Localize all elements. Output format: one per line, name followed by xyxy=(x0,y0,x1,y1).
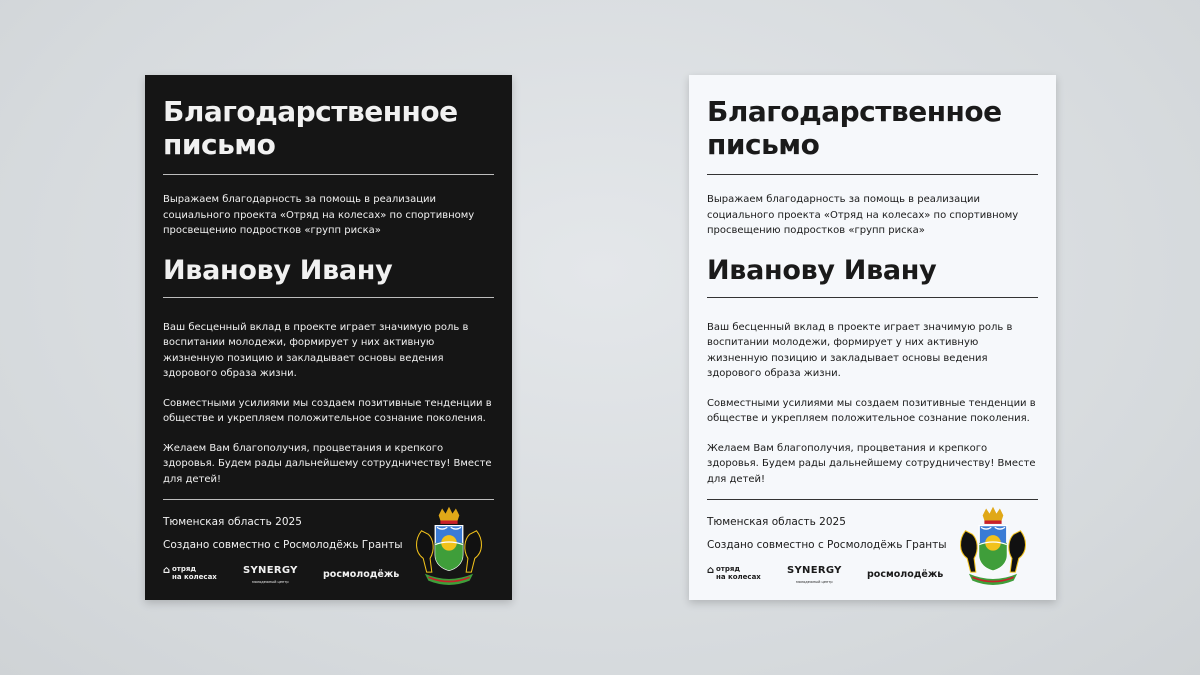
region-year: Тюменская область 2025 xyxy=(707,516,846,528)
divider xyxy=(163,174,494,175)
letter-card-dark xyxy=(145,75,512,600)
partner-logos xyxy=(707,565,944,584)
rosmolodezh-logo: росмолодёжь xyxy=(323,569,400,580)
region-year: Тюменская область 2025 xyxy=(163,516,302,528)
divider xyxy=(163,297,494,298)
letter-card-light xyxy=(689,75,1056,600)
letter-intro: Выражаем благодарность за помощь в реализации социального проекта «Отряд на колесах» по спортивному просвещению подростков «групп риска» xyxy=(707,194,1019,236)
letter-paragraph: Совместными усилиями мы создаем позитивные тенденции в обществе и укрепляем положительное сознание поколения. xyxy=(163,397,492,424)
partner-line: Создано совместно с Росмолодёжь Гранты xyxy=(163,539,403,551)
letter-paragraph: Совместными усилиями мы создаем позитивные тенденции в обществе и укрепляем положительное сознание поколения. xyxy=(707,397,1036,424)
divider xyxy=(707,174,1038,175)
letter-title: Благодарственное письмо xyxy=(707,95,1002,161)
letter-paragraph: Ваш бесценный вклад в проекте играет значимую роль в воспитании молодежи, формирует у них активную жизненную позицию и закладывает основы ведения здорового образа жизни. xyxy=(163,321,469,379)
rosmolodezh-logo: росмолодёжь xyxy=(867,569,944,580)
tyumen-coat-of-arms-icon xyxy=(406,505,492,591)
divider xyxy=(707,297,1038,298)
letter-intro: Выражаем благодарность за помощь в реализации социального проекта «Отряд на колесах» по спортивному просвещению подростков «групп риска» xyxy=(163,194,475,236)
otryad-mark-icon: ⌂ xyxy=(707,565,715,576)
letter-footer xyxy=(707,500,1038,600)
synergy-logo xyxy=(787,566,842,587)
recipient-name: Иванову Ивану xyxy=(707,254,937,286)
synergy-logo-text: SYNERGY xyxy=(787,565,842,576)
tyumen-coat-of-arms-icon xyxy=(950,505,1036,591)
recipient-name: Иванову Ивану xyxy=(163,254,393,286)
synergy-logo xyxy=(243,566,298,587)
letter-footer xyxy=(163,500,494,600)
synergy-logo-sub: молодежный центр xyxy=(796,580,833,584)
partner-line: Создано совместно с Росмолодёжь Гранты xyxy=(707,539,947,551)
synergy-logo-sub: молодежный центр xyxy=(252,580,289,584)
otryad-logo-text: отряд на колесах xyxy=(172,565,217,581)
partner-logos xyxy=(163,565,400,584)
otryad-mark-icon: ⌂ xyxy=(163,565,171,576)
letter-paragraph: Ваш бесценный вклад в проекте играет значимую роль в воспитании молодежи, формирует у них активную жизненную позицию и закладывает основы ведения здорового образа жизни. xyxy=(707,321,1013,379)
letter-title: Благодарственное письмо xyxy=(163,95,458,161)
otryad-logo-text: отряд на колесах xyxy=(716,565,761,581)
letter-paragraph: Желаем Вам благополучия, процветания и крепкого здоровья. Будем рады дальнейшему сотрудничеству! Вместе для детей! xyxy=(707,442,1036,485)
synergy-logo-text: SYNERGY xyxy=(243,565,298,576)
letter-paragraph: Желаем Вам благополучия, процветания и крепкого здоровья. Будем рады дальнейшему сотрудничеству! Вместе для детей! xyxy=(163,442,492,485)
